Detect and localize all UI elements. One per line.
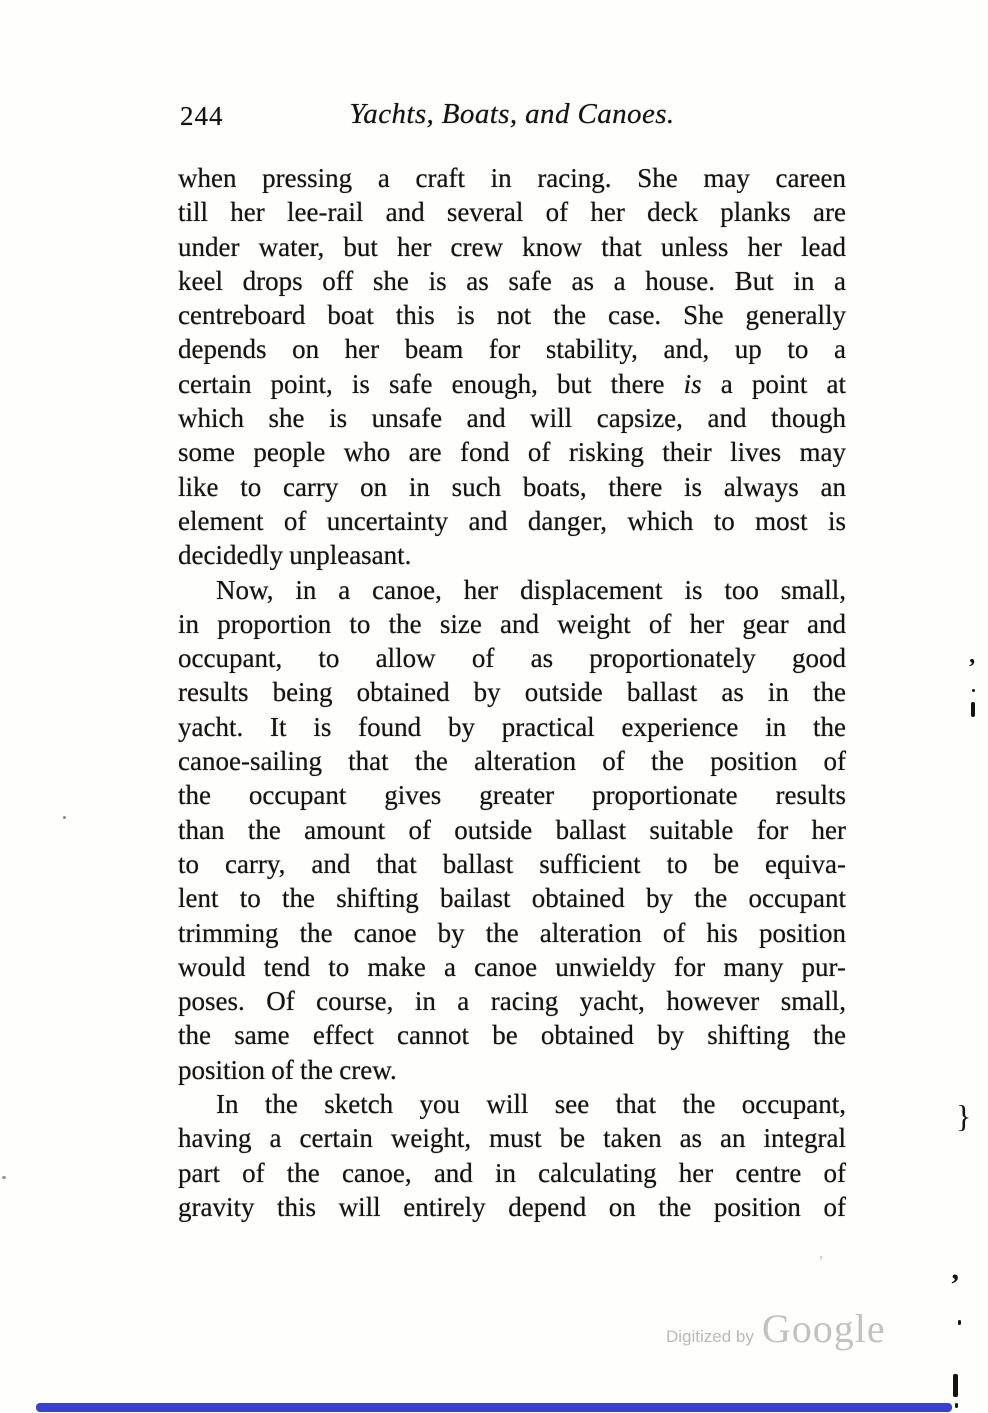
running-title: Yachts, Boats, and Canoes. bbox=[349, 98, 675, 130]
text-line: trimming the canoe by the alteration of his position bbox=[178, 917, 846, 948]
scan-speck: ’ bbox=[968, 655, 976, 681]
text-line: occupant, to allow of as proportionately good bbox=[178, 643, 846, 674]
text-line: the same effect cannot be obtained by shifting the bbox=[178, 1020, 846, 1051]
text-line: which she is unsafe and will capsize, and though bbox=[178, 403, 846, 434]
text-line: yacht. It is found by practical experience in the bbox=[178, 711, 846, 742]
scan-speck bbox=[958, 1320, 961, 1325]
text-line: when pressing a craft in racing. She may careen bbox=[178, 163, 846, 193]
scan-speck bbox=[971, 702, 975, 717]
text-line: having a certain weight, must be taken as an integral bbox=[178, 1123, 846, 1154]
text-line: than the amount of outside ballast suitable for her bbox=[178, 814, 846, 845]
text-line: gravity this will entirely depend on the position of bbox=[178, 1191, 846, 1222]
body-text-column bbox=[178, 161, 846, 1224]
digitized-by-google-watermark bbox=[666, 1305, 886, 1352]
text-line: In the sketch you will see that the occupant, bbox=[216, 1089, 846, 1120]
text-line: to carry, and that ballast sufficient to be equiva- bbox=[178, 848, 846, 879]
text-line: certain point, is safe enough, but there is a point at bbox=[178, 368, 846, 399]
text-line: Now, in a canoe, her displacement is too small, bbox=[216, 574, 846, 605]
text-line: under water, but her crew know that unless her lead bbox=[178, 231, 846, 262]
scan-speck bbox=[953, 1374, 958, 1397]
scan-speck bbox=[955, 1403, 958, 1408]
scan-speck bbox=[63, 816, 66, 819]
text-line: some people who are fond of risking their lives may bbox=[178, 437, 846, 468]
text-line: depends on her beam for stability, and, up to a bbox=[178, 334, 846, 365]
text-line: till her lee-rail and several of her deck planks are bbox=[178, 197, 846, 228]
scan-speck bbox=[972, 689, 975, 692]
text-line: in proportion to the size and weight of her gear and bbox=[178, 608, 846, 639]
scan-speck bbox=[2, 1176, 6, 1179]
text-line: results being obtained by outside ballast as in the bbox=[178, 677, 846, 708]
scan-speck: } bbox=[956, 1098, 972, 1134]
watermark-prefix-label: Digitized by bbox=[666, 1327, 754, 1346]
scan-speck: ’ bbox=[818, 1252, 824, 1272]
text-line: like to carry on in such boats, there is always an bbox=[178, 471, 846, 502]
text-line: element of uncertainty and danger, which to most is bbox=[178, 505, 846, 536]
text-line: keel drops off she is as safe as a house. But in a bbox=[178, 265, 846, 296]
text-line: canoe-sailing that the alteration of the position of bbox=[178, 746, 846, 777]
text-line: the occupant gives greater proportionate results bbox=[178, 780, 846, 811]
scan-speck: ’ bbox=[950, 1268, 960, 1301]
text-line: decidedly unpleasant. bbox=[178, 540, 412, 571]
page-number: 244 bbox=[180, 101, 224, 131]
text-line: lent to the shifting bailast obtained by the occupant bbox=[178, 883, 846, 914]
text-line: centreboard boat this is not the case. She generally bbox=[178, 300, 846, 331]
text-line: would tend to make a canoe unwieldy for many pur- bbox=[178, 951, 846, 982]
text-line: part of the canoe, and in calculating her centre of bbox=[178, 1157, 846, 1188]
google-logo: Google bbox=[761, 1306, 886, 1351]
text-line: poses. Of course, in a racing yacht, however small, bbox=[178, 986, 846, 1017]
scan-edge-bar bbox=[36, 1403, 952, 1412]
text-line: position of the crew. bbox=[178, 1054, 397, 1085]
